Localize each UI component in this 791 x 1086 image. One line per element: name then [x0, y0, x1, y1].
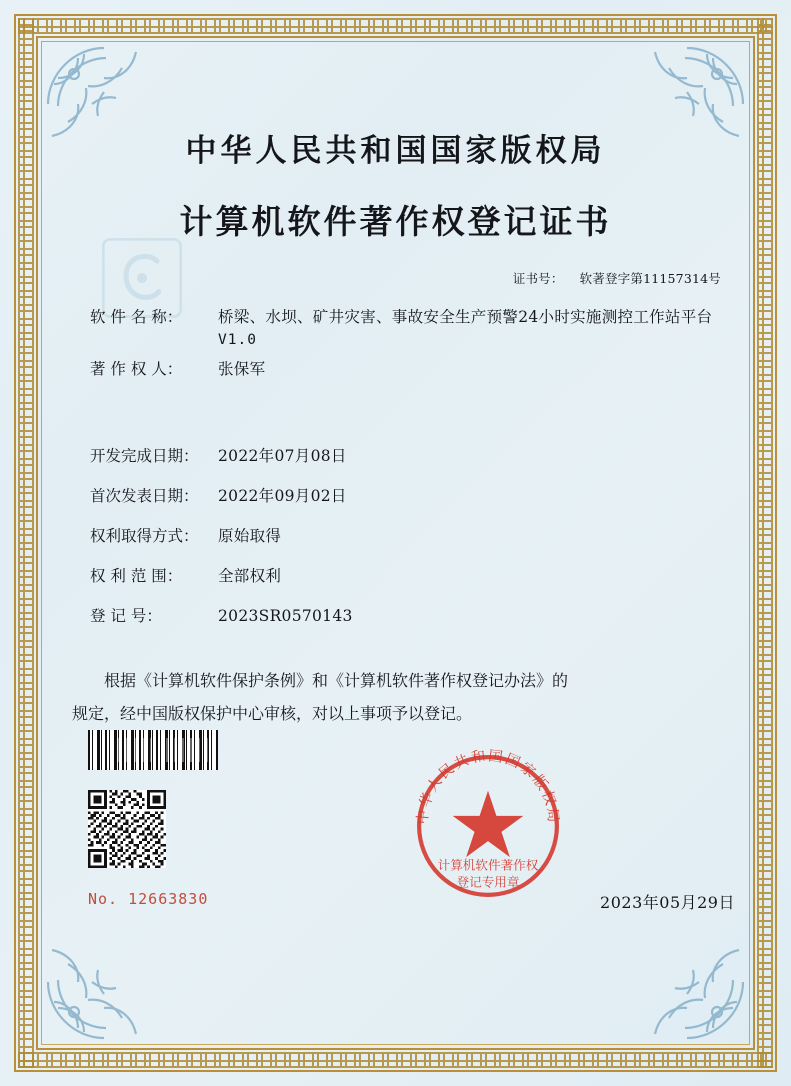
field-label: 权利取得方式： — [90, 526, 199, 545]
qr-code — [88, 790, 166, 868]
meander-border-top — [18, 18, 773, 34]
legal-statement-line-2: 规定，经中国版权保护中心审核，对以上事项予以登记。 — [72, 704, 473, 724]
meander-border-bottom — [18, 1052, 773, 1068]
serial-number — [88, 890, 208, 908]
meander-border-left — [18, 18, 34, 1068]
meander-border-right — [757, 18, 773, 1068]
certificate-number-value: 软著登字第11157314号 — [579, 271, 721, 286]
barcode-overlay — [88, 738, 218, 762]
svg-text:计算机软件著作权: 计算机软件著作权 — [437, 857, 539, 873]
field-label: 权 利 范 围： — [90, 566, 183, 585]
issue-date: 2023年05月29日 — [600, 893, 735, 912]
field-list — [60, 305, 731, 628]
field-label: 开发完成日期： — [90, 446, 199, 465]
serial-prefix: No. — [88, 890, 119, 908]
serial-value: 12663830 — [128, 890, 209, 908]
certificate-content — [60, 60, 731, 1026]
field-software-name — [90, 305, 731, 351]
field-label: 登 记 号： — [90, 606, 162, 625]
svg-text:中华人民共和国国家版权局: 中华人民共和国国家版权局 — [415, 748, 561, 825]
software-name-text: 桥梁、水坝、矿井灾害、事故安全生产预警24小时实施测控工作站平台 — [218, 308, 713, 326]
spacer — [90, 398, 731, 444]
field-copyright-owner — [90, 357, 731, 381]
field-rights-scope — [90, 564, 731, 588]
field-value: 张保军 — [218, 360, 266, 379]
field-value: 全部权利 — [218, 566, 282, 585]
field-label: 著 作 权 人： — [90, 360, 183, 379]
field-value: 2022年07月08日 — [218, 446, 347, 465]
field-label: 软 件 名 称： — [90, 308, 183, 326]
page-subtitle: 计算机软件著作权登记证书 — [179, 202, 612, 241]
field-value: 原始取得 — [218, 526, 282, 545]
page-title: 中华人民共和国国家版权局 — [185, 133, 606, 169]
field-value — [218, 305, 731, 351]
svg-text:登记专用章: 登记专用章 — [456, 874, 520, 890]
field-development-date — [90, 444, 731, 468]
certificate-number-label: 证书号： — [512, 271, 564, 286]
certificate-number-line — [60, 269, 731, 287]
field-label: 首次发表日期： — [90, 486, 199, 505]
field-value: 2022年09月02日 — [218, 486, 347, 505]
legal-statement-line-1: 根据《计算机软件保护条例》和《计算机软件著作权登记办法》的 — [104, 670, 569, 690]
field-rights-acquisition — [90, 524, 731, 548]
legal-statement — [60, 664, 731, 731]
official-seal — [404, 742, 572, 910]
field-value: 2023SR0570143 — [218, 606, 353, 625]
field-registration-number — [90, 604, 731, 628]
field-first-publication-date — [90, 484, 731, 508]
software-version-text: V1.0 — [218, 332, 257, 349]
